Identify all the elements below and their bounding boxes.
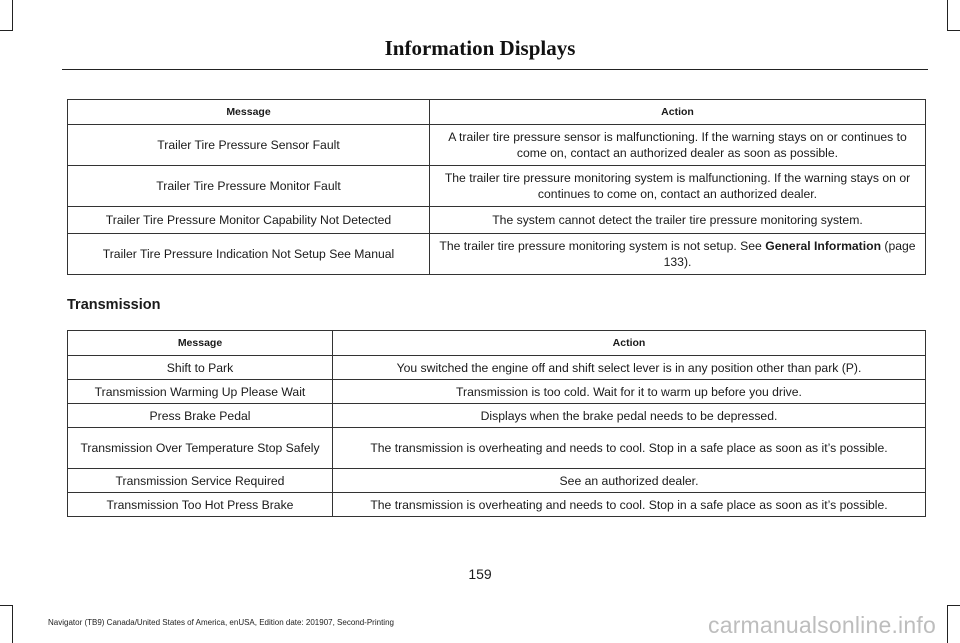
crop-mark-top-right-vertical (947, 0, 948, 30)
page-number: 159 (468, 566, 492, 582)
crop-mark-bottom-right-vertical (947, 605, 948, 643)
column-header-message: Message (68, 100, 430, 125)
trailer-tire-messages-table (67, 99, 926, 275)
table-row (68, 125, 926, 166)
crop-mark-top-left-vertical (12, 0, 13, 30)
crop-mark-bottom-left-vertical (12, 605, 13, 643)
cross-reference-link[interactable]: General Information (765, 239, 882, 253)
section-heading: Transmission (67, 297, 161, 313)
crop-mark-bottom-left-horizontal (0, 605, 13, 606)
table-row (68, 428, 926, 469)
action-cell: You switched the engine off and shift select lever is in any position other than park (P). (333, 356, 926, 380)
table-header-row (68, 100, 926, 125)
crop-mark-top-left-horizontal (0, 30, 13, 31)
action-cell: The transmission is overheating and needs to cool. Stop in a safe place as soon as it’s possible. (333, 428, 926, 469)
action-text: The trailer tire pressure monitoring system is not setup. See (439, 239, 766, 253)
transmission-messages-table (67, 330, 926, 517)
column-header-action: Action (333, 331, 926, 356)
message-cell: Transmission Warming Up Please Wait (68, 380, 333, 404)
table-row (68, 493, 926, 517)
title-divider (62, 69, 928, 70)
crop-mark-top-right-horizontal (947, 30, 960, 31)
column-header-message: Message (68, 331, 333, 356)
crop-mark-bottom-right-horizontal (947, 605, 960, 606)
message-cell: Trailer Tire Pressure Sensor Fault (68, 125, 430, 166)
action-cell: Transmission is too cold. Wait for it to warm up before you drive. (333, 380, 926, 404)
table-row (68, 207, 926, 234)
message-cell: Trailer Tire Pressure Indication Not Setup See Manual (68, 234, 430, 275)
table-row (68, 234, 926, 275)
table-row (68, 404, 926, 428)
watermark: carmanualsonline.info (708, 612, 936, 638)
table-row (68, 166, 926, 207)
action-cell: The transmission is overheating and needs to cool. Stop in a safe place as soon as it’s possible. (333, 493, 926, 517)
column-header-action: Action (430, 100, 926, 125)
message-cell: Trailer Tire Pressure Monitor Capability Not Detected (68, 207, 430, 234)
action-cell: The trailer tire pressure monitoring system is malfunctioning. If the warning stays on or continues to come on, contact an authorized dealer. (430, 166, 926, 207)
message-cell: Transmission Service Required (68, 469, 333, 493)
table-row (68, 356, 926, 380)
action-cell (430, 234, 926, 275)
message-cell: Trailer Tire Pressure Monitor Fault (68, 166, 430, 207)
table-header-row (68, 331, 926, 356)
edition-footer: Navigator (TB9) Canada/United States of America, enUSA, Edition date: 201907, Second-Printing (48, 618, 394, 627)
action-cell: Displays when the brake pedal needs to be depressed. (333, 404, 926, 428)
table-row (68, 469, 926, 493)
message-cell: Transmission Over Temperature Stop Safely (68, 428, 333, 469)
message-cell: Press Brake Pedal (68, 404, 333, 428)
page-title: Information Displays (384, 36, 576, 60)
action-cell: A trailer tire pressure sensor is malfunctioning. If the warning stays on or continues to come on, contact an authorized dealer as soon as possible. (430, 125, 926, 166)
table-row (68, 380, 926, 404)
action-cell: The system cannot detect the trailer tire pressure monitoring system. (430, 207, 926, 234)
action-cell: See an authorized dealer. (333, 469, 926, 493)
page-reference: (page 133). (663, 239, 916, 269)
message-cell: Transmission Too Hot Press Brake (68, 493, 333, 517)
message-cell: Shift to Park (68, 356, 333, 380)
